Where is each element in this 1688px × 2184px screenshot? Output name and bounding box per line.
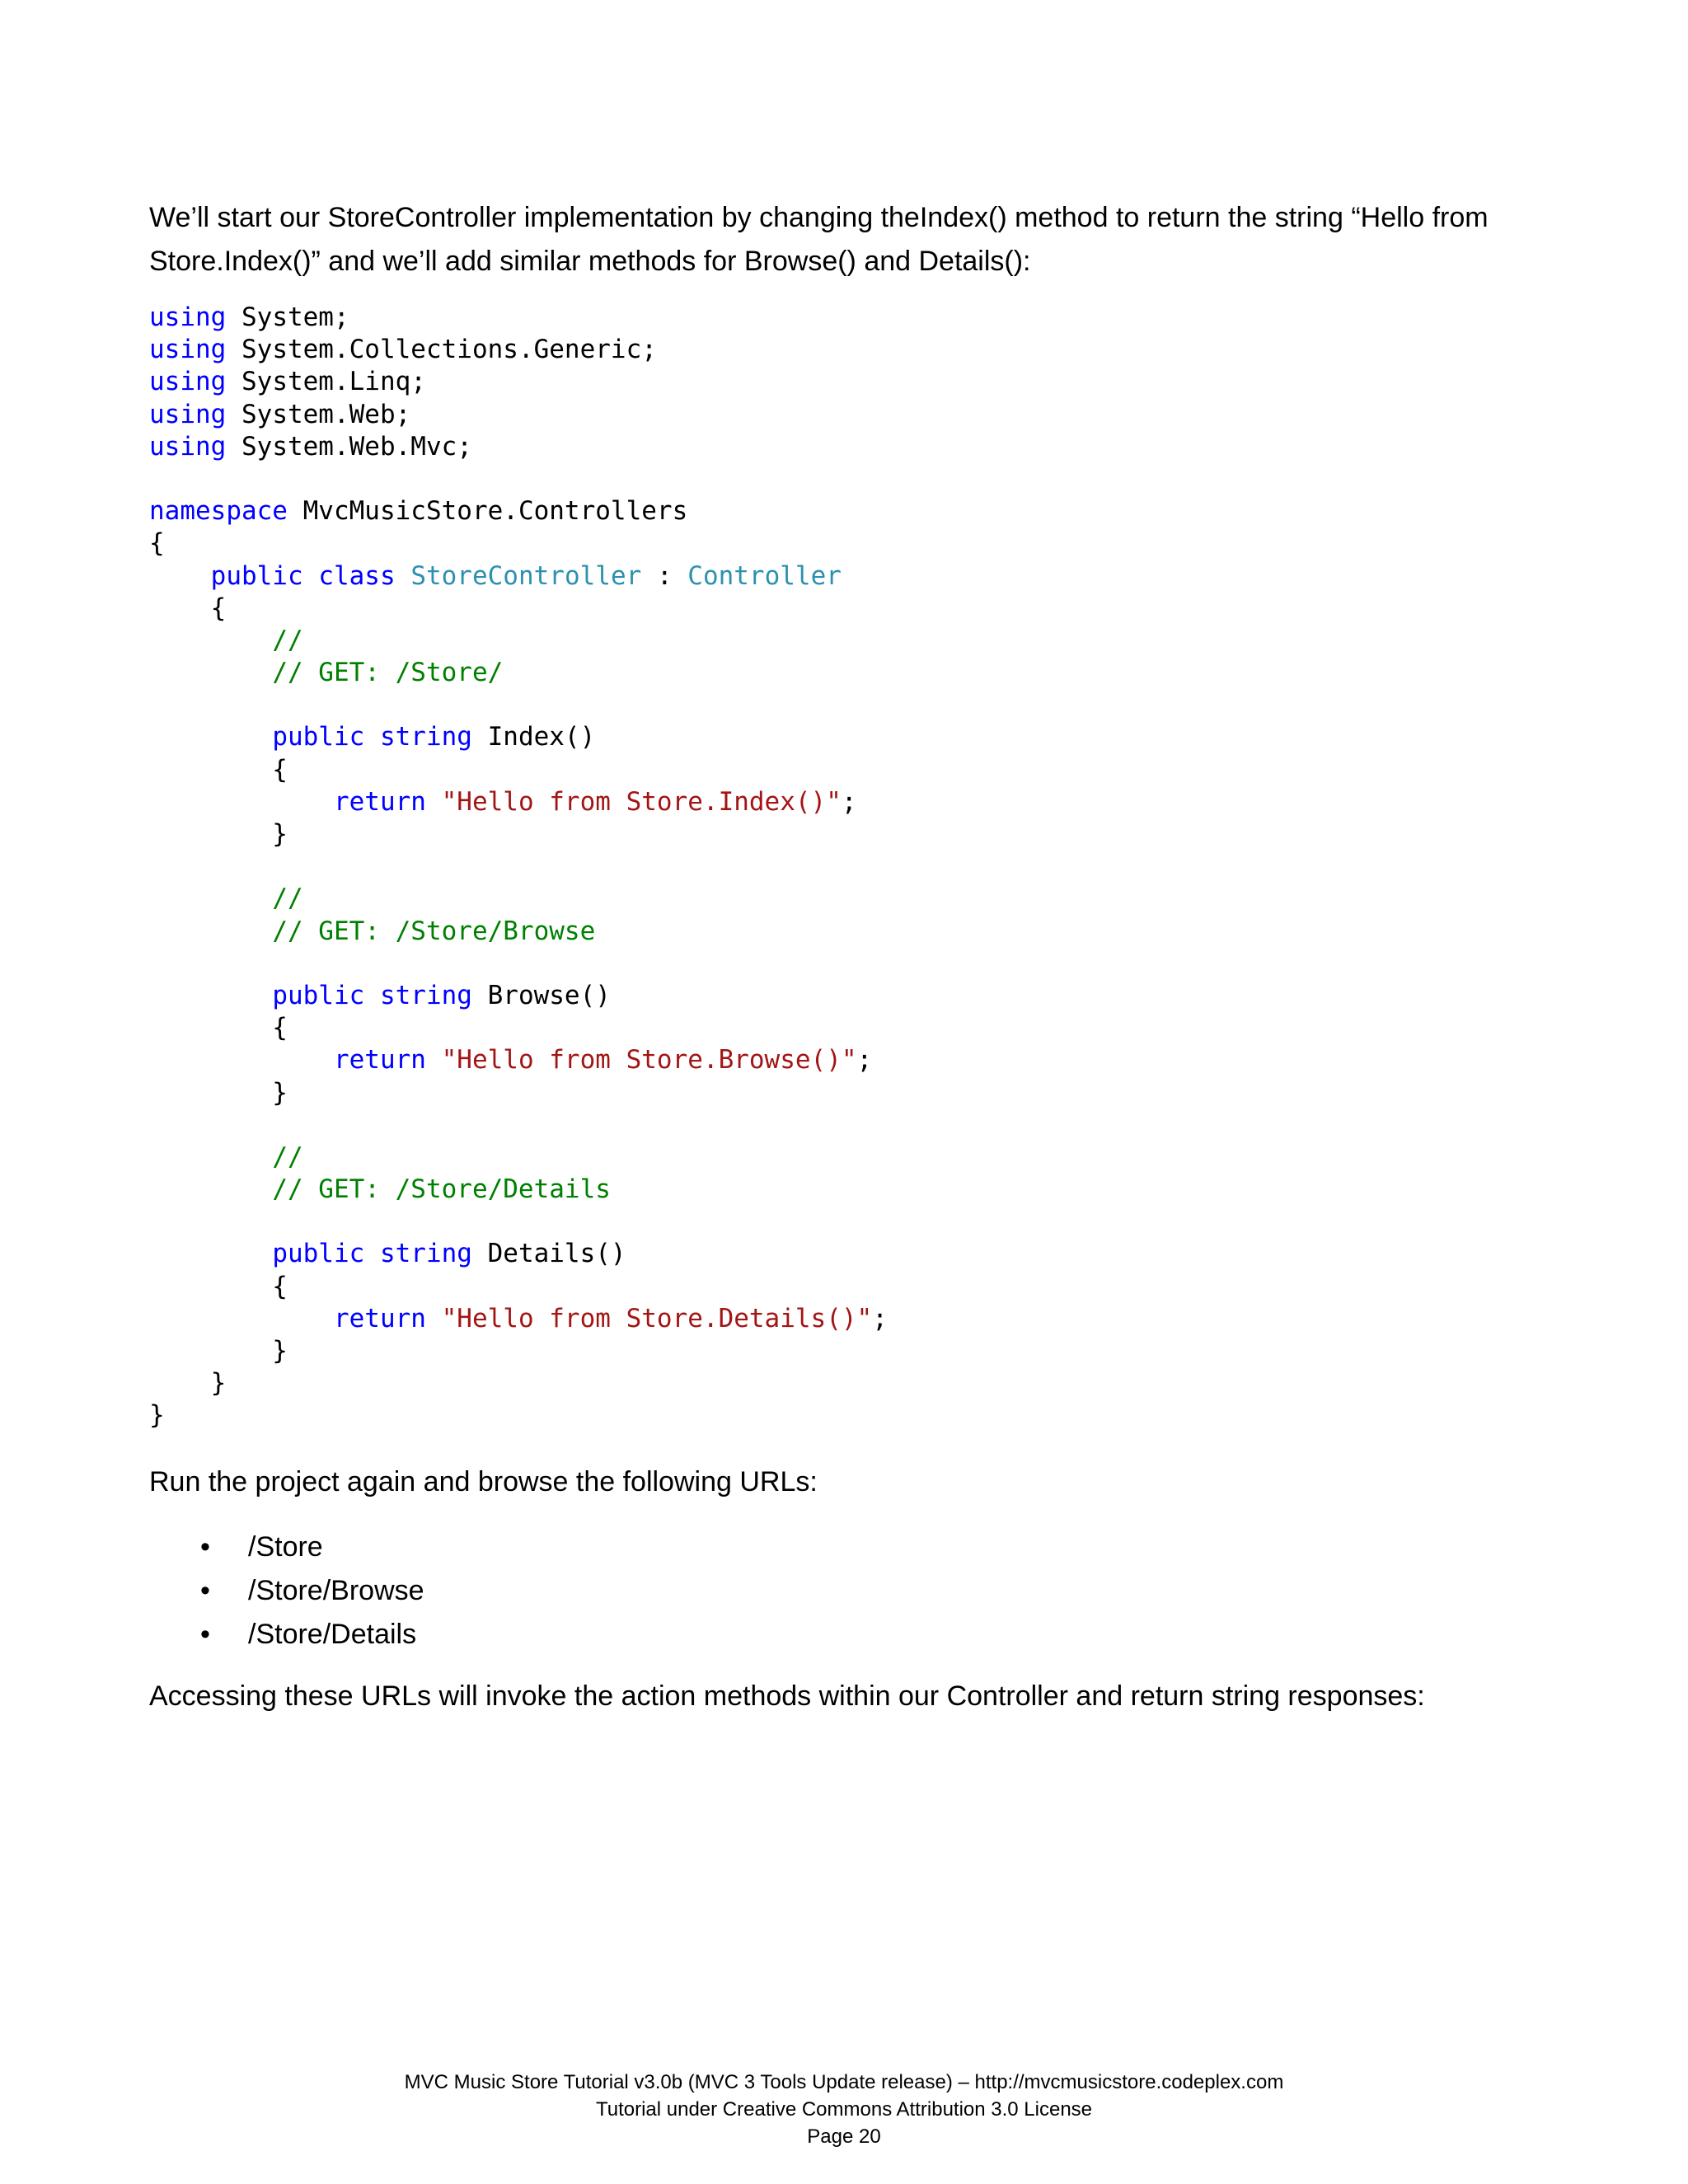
code-keyword: string xyxy=(379,722,472,752)
code-text: { xyxy=(149,1271,288,1301)
code-line xyxy=(149,1367,1550,1399)
code-line xyxy=(149,1206,1550,1238)
code-line xyxy=(149,495,1550,527)
code-keyword: public xyxy=(210,560,303,591)
code-string: "Hello from Store.Browse()" xyxy=(441,1045,857,1076)
code-line xyxy=(149,1335,1550,1367)
code-line xyxy=(149,689,1550,721)
url-text: /Store/Browse xyxy=(248,1574,424,1606)
code-text: : xyxy=(641,560,688,591)
code-line xyxy=(149,754,1550,786)
intro-paragraph: We’ll start our StoreController implementation by changing theIndex() method to return the string “Hello from Store.Index()” and we’ll add similar methods for Browse() and Details(): xyxy=(149,202,1489,277)
code-line xyxy=(149,980,1550,1012)
code-text xyxy=(426,1304,442,1333)
code-line xyxy=(149,1077,1550,1109)
code-line xyxy=(149,463,1550,495)
bullet-icon: • xyxy=(200,1530,210,1563)
code-comment: // GET: /Store/Browse xyxy=(272,916,596,946)
code-text: { xyxy=(149,1013,288,1043)
code-line xyxy=(149,1271,1550,1303)
code-keyword: public xyxy=(272,1239,365,1269)
code-text: } xyxy=(149,1400,165,1431)
code-text: } xyxy=(149,1336,288,1366)
code-text xyxy=(149,1239,272,1268)
code-line xyxy=(149,399,1550,431)
closing-paragraph: Accessing these URLs will invoke the action methods within our Controller and return string responses: xyxy=(149,1680,1425,1712)
code-line xyxy=(149,560,1550,593)
code-line xyxy=(149,527,1550,560)
footer-title: MVC Music Store Tutorial v3.0b (MVC 3 Tools Update release) – http://mvcmusicstore.codeplex.com xyxy=(404,2071,1284,2093)
code-text: System.Collections.Generic; xyxy=(226,335,657,365)
code-comment: // xyxy=(272,883,303,914)
code-comment: // xyxy=(272,1141,303,1172)
code-line xyxy=(149,851,1550,883)
code-comment: // GET: /Store/Details xyxy=(272,1174,611,1205)
code-text xyxy=(149,1304,334,1333)
code-keyword: using xyxy=(149,399,227,429)
page-number: Page 20 xyxy=(807,2125,881,2148)
code-text xyxy=(149,981,272,1010)
code-line xyxy=(149,916,1550,948)
url-text: /Store/Details xyxy=(248,1618,417,1650)
code-line xyxy=(149,786,1550,818)
code-text xyxy=(149,658,272,687)
code-keyword: string xyxy=(379,980,472,1010)
code-keyword: return xyxy=(333,786,426,817)
code-block xyxy=(149,302,1550,1432)
code-line xyxy=(149,818,1550,851)
code-text xyxy=(303,561,319,591)
code-text: System; xyxy=(226,302,349,332)
code-keyword: using xyxy=(149,367,227,397)
code-text: } xyxy=(149,1077,288,1108)
code-line xyxy=(149,334,1550,366)
code-line xyxy=(149,721,1550,753)
code-line xyxy=(149,883,1550,915)
code-line xyxy=(149,1012,1550,1044)
code-text xyxy=(396,561,411,591)
code-text: { xyxy=(149,754,288,785)
code-text: { xyxy=(149,593,227,623)
code-keyword: return xyxy=(333,1303,426,1333)
list-item xyxy=(149,1613,1550,1657)
code-text: Details() xyxy=(471,1239,626,1269)
code-text xyxy=(364,981,380,1010)
code-text: ; xyxy=(856,1045,873,1076)
code-text: System.Web.Mvc; xyxy=(226,431,472,462)
code-text: Index() xyxy=(471,722,596,752)
code-line xyxy=(149,1109,1550,1141)
code-text xyxy=(149,626,272,655)
bullet-icon: • xyxy=(200,1574,210,1606)
code-text: } xyxy=(149,1368,227,1399)
code-keyword: return xyxy=(333,1045,426,1076)
code-text xyxy=(149,1142,272,1172)
code-text: MvcMusicStore.Controllers xyxy=(287,496,688,527)
url-text: /Store xyxy=(248,1530,323,1563)
code-line xyxy=(149,366,1550,398)
code-line xyxy=(149,1044,1550,1076)
code-line xyxy=(149,1399,1550,1432)
url-list xyxy=(149,1526,1550,1657)
code-keyword: namespace xyxy=(149,496,288,527)
code-string: "Hello from Store.Details()" xyxy=(441,1303,873,1333)
code-line xyxy=(149,1238,1550,1270)
code-text: } xyxy=(149,819,288,849)
code-type-name: StoreController xyxy=(410,560,642,591)
code-comment: // GET: /Store/ xyxy=(272,658,504,688)
list-item xyxy=(149,1569,1550,1613)
page-content xyxy=(149,196,1550,1718)
code-line xyxy=(149,593,1550,625)
code-keyword: string xyxy=(379,1239,472,1269)
code-text: Browse() xyxy=(471,980,611,1010)
code-text xyxy=(149,722,272,752)
code-text xyxy=(149,1174,272,1204)
code-line xyxy=(149,431,1550,463)
code-string: "Hello from Store.Index()" xyxy=(441,786,842,817)
code-type-name: Controller xyxy=(687,560,842,591)
code-text: ; xyxy=(841,786,857,817)
list-item xyxy=(149,1526,1550,1569)
code-text xyxy=(364,722,380,752)
code-keyword: public xyxy=(272,980,365,1010)
code-keyword: public xyxy=(272,722,365,752)
bullet-icon: • xyxy=(200,1618,210,1650)
page-footer xyxy=(0,2069,1688,2150)
code-text xyxy=(364,1239,380,1268)
code-line xyxy=(149,1303,1550,1335)
code-text: System.Linq; xyxy=(226,367,426,397)
code-text: { xyxy=(149,528,165,559)
code-text xyxy=(149,561,211,591)
run-instructions: Run the project again and browse the following URLs: xyxy=(149,1465,818,1497)
code-line xyxy=(149,1141,1550,1174)
code-keyword: using xyxy=(149,302,227,332)
code-text xyxy=(426,787,442,817)
code-text xyxy=(149,883,272,913)
code-line xyxy=(149,1174,1550,1206)
code-line xyxy=(149,657,1550,689)
code-keyword: class xyxy=(318,560,396,591)
footer-license: Tutorial under Creative Commons Attribution 3.0 License xyxy=(595,2098,1093,2121)
code-text xyxy=(426,1045,442,1075)
code-keyword: using xyxy=(149,431,227,462)
code-line xyxy=(149,625,1550,657)
code-line xyxy=(149,948,1550,980)
code-text xyxy=(149,1045,334,1075)
code-text: ; xyxy=(872,1303,888,1333)
code-keyword: using xyxy=(149,335,227,365)
code-text xyxy=(149,916,272,946)
code-comment: // xyxy=(272,625,303,655)
code-line xyxy=(149,302,1550,334)
code-text xyxy=(149,787,334,817)
code-text: System.Web; xyxy=(226,399,411,429)
